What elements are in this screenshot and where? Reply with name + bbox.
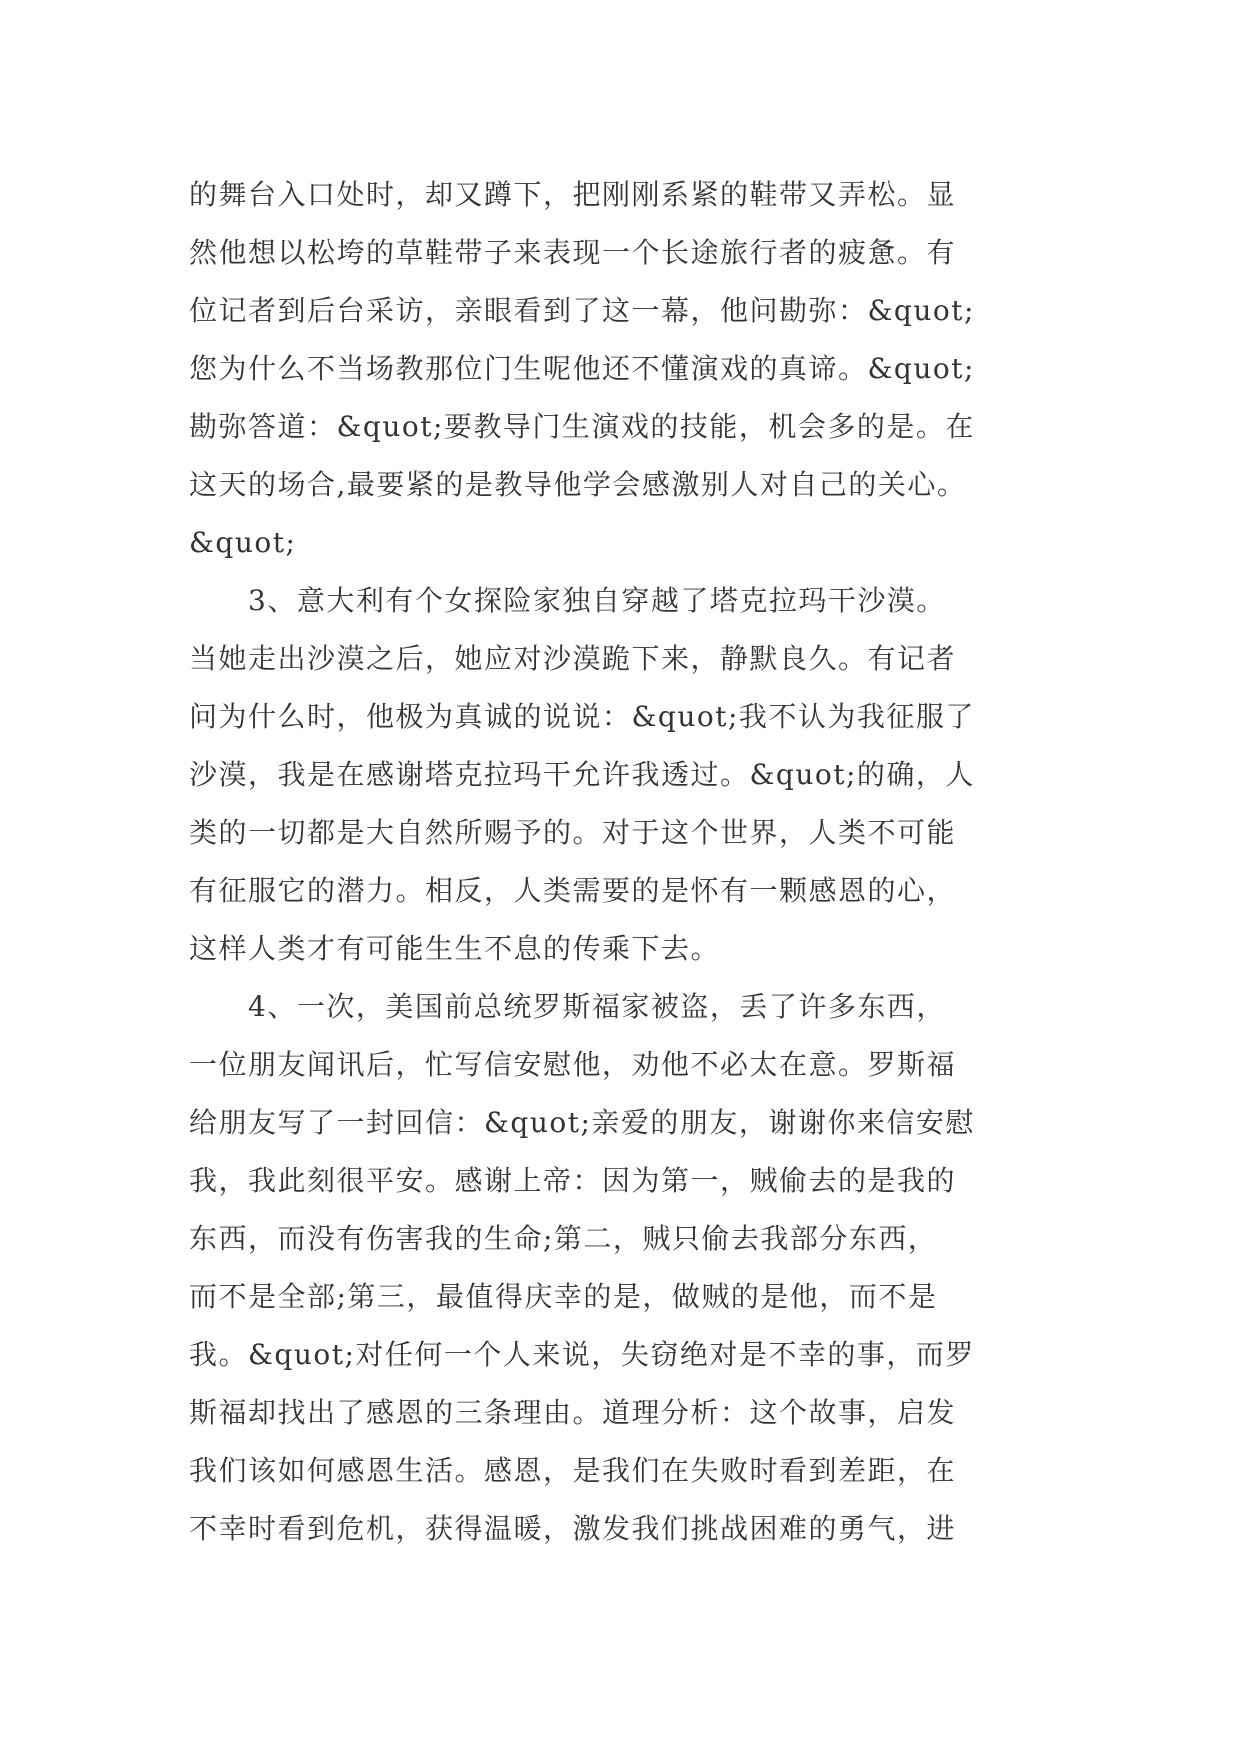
text-line: 我。&quot;对任何一个人来说，失窃绝对是不幸的事，而罗	[189, 1338, 975, 1371]
text-line: 斯福却找出了感恩的三条理由。道理分析：这个故事，启发	[189, 1396, 957, 1429]
text-line: 一位朋友闻讯后，忙写信安慰他，劝他不必太在意。罗斯福	[189, 1048, 957, 1081]
text-line: 类的一切都是大自然所赐予的。对于这个世界，人类不可能	[189, 816, 957, 849]
text-line: 位记者到后台采访，亲眼看到了这一幕，他问勘弥：&quot;	[189, 294, 975, 327]
text-line: 您为什么不当场教那位门生呢他还不懂演戏的真谛。&quot;	[189, 352, 975, 385]
text-line: 有征服它的潜力。相反，人类需要的是怀有一颗感恩的心，	[189, 874, 957, 907]
text-line: &quot;	[189, 526, 297, 559]
text-line: 这样人类才有可能生生不息的传乘下去。	[189, 932, 721, 965]
text-line: 沙漠，我是在感谢塔克拉玛干允许我透过。&quot;的确，人	[189, 758, 975, 791]
text-line: 而不是全部;第三，最值得庆幸的是，做贼的是他，而不是	[189, 1280, 938, 1313]
text-line: 问为什么时，他极为真诚的说说：&quot;我不认为我征服了	[189, 700, 975, 733]
text-line: 的舞台入口处时，却又蹲下，把刚刚系紧的鞋带又弄松。显	[189, 178, 957, 211]
text-line: 不幸时看到危机，获得温暖，激发我们挑战困难的勇气，进	[189, 1512, 957, 1545]
document-body	[189, 166, 1069, 1558]
text-line: 当她走出沙漠之后，她应对沙漠跪下来，静默良久。有记者	[189, 642, 957, 675]
text-line: 我，我此刻很平安。感谢上帝：因为第一，贼偷去的是我的	[189, 1164, 957, 1197]
text-line: 勘弥答道：&quot;要教导门生演戏的技能，机会多的是。在	[189, 410, 975, 443]
text-line: 4、一次，美国前总统罗斯福家被盗，丢了许多东西，	[189, 990, 946, 1023]
text-line: 我们该如何感恩生活。感恩，是我们在失败时看到差距，在	[189, 1454, 957, 1487]
text-line: 给朋友写了一封回信：&quot;亲爱的朋友，谢谢你来信安慰	[189, 1106, 975, 1139]
text-line: 3、意大利有个女探险家独自穿越了塔克拉玛干沙漠。	[189, 584, 946, 617]
text-line: 这天的场合,最要紧的是教导他学会感激别人对自己的关心。	[189, 468, 967, 501]
text-line: 然他想以松垮的草鞋带子来表现一个长途旅行者的疲惫。有	[189, 236, 957, 269]
text-line: 东西，而没有伤害我的生命;第二，贼只偷去我部分东西，	[189, 1222, 938, 1255]
